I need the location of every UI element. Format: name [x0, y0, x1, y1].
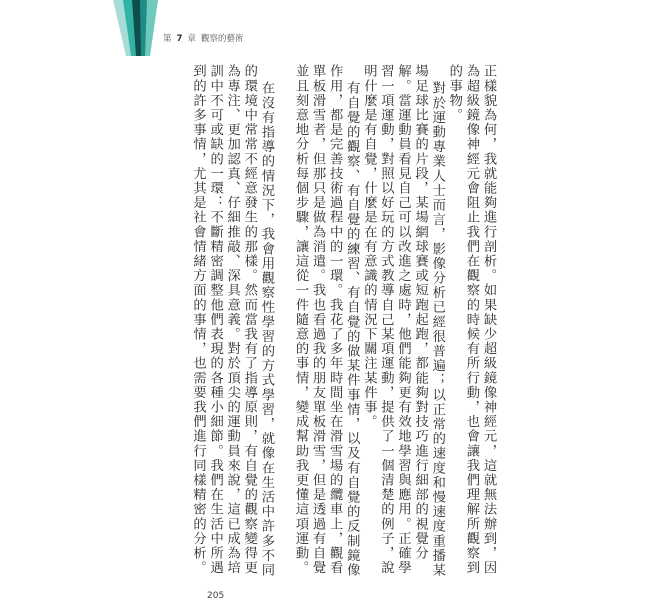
chapter-prefix: 第: [163, 34, 172, 44]
page-number: 205: [207, 591, 225, 601]
paragraph: 在沒有指導的情況下，我會用觀察性學習的方式學習，就像在生活中許多不同的環境中常常不經意發生的那樣。然而當我有了指導原則，有自覺的觀察變得更為專注、更加認真、仔細推敲、深具意義。對於頂尖的運動員來說，這已成為培訓中不可或缺的一環：不斷精密調整他們表現的各種小細節。我們在生活中所遇到的許多事情，尤其是社會情緒方面的事情，也需要我們進行同樣精密的分析。: [190, 64, 274, 578]
body-text: [165, 64, 497, 584]
chapter-title: 觀察的藝術: [200, 34, 244, 44]
chapter-decoration-stripes: [0, 0, 160, 56]
chapter-suffix: 章: [187, 34, 196, 44]
chapter-number: 7: [176, 34, 183, 44]
paragraph: 正樣貌為何，我就能夠進行剖析。如果缺少超級鏡像神經元，這就無法辦到，因為超級鏡像神經元會阻止我們在觀察的時候有所行動，也會讓我們理解所觀察到的事物。: [446, 64, 496, 575]
chapter-header: [163, 32, 248, 44]
paragraph: 對於運動專業人士而言，影像分析已經很普遍；以正常的速度和慢速度重播某場足球比賽的片段，某場網球賽或短跑起跑，都能夠對技巧進行細部的視覺分解。當運動員看見自己可以改進之處時，他們能夠更有效地學習與應用。正確學習一項運動，對照以好玩的方式教導自己某項運動，提供了一個清楚的例子，說明什麼是有自覺，什麼是在有意識的情況下關注某件事。: [361, 64, 445, 578]
paragraph: 有自覺的觀察、有自覺的練習、有自覺的做某件事情，以及有自覺的反制鏡像作用，都是完善技術過程中的一環。我花了多年時間坐在滑雪場的纜車上，觀看單板滑雪者，但那只是做為消遣。我也看過我的朋友單板滑雪，但是透過有自覺並且刻意地分析每個步驟，讓這從一件隨意的事情，變成幫助我更懂這項運動。: [292, 64, 360, 578]
